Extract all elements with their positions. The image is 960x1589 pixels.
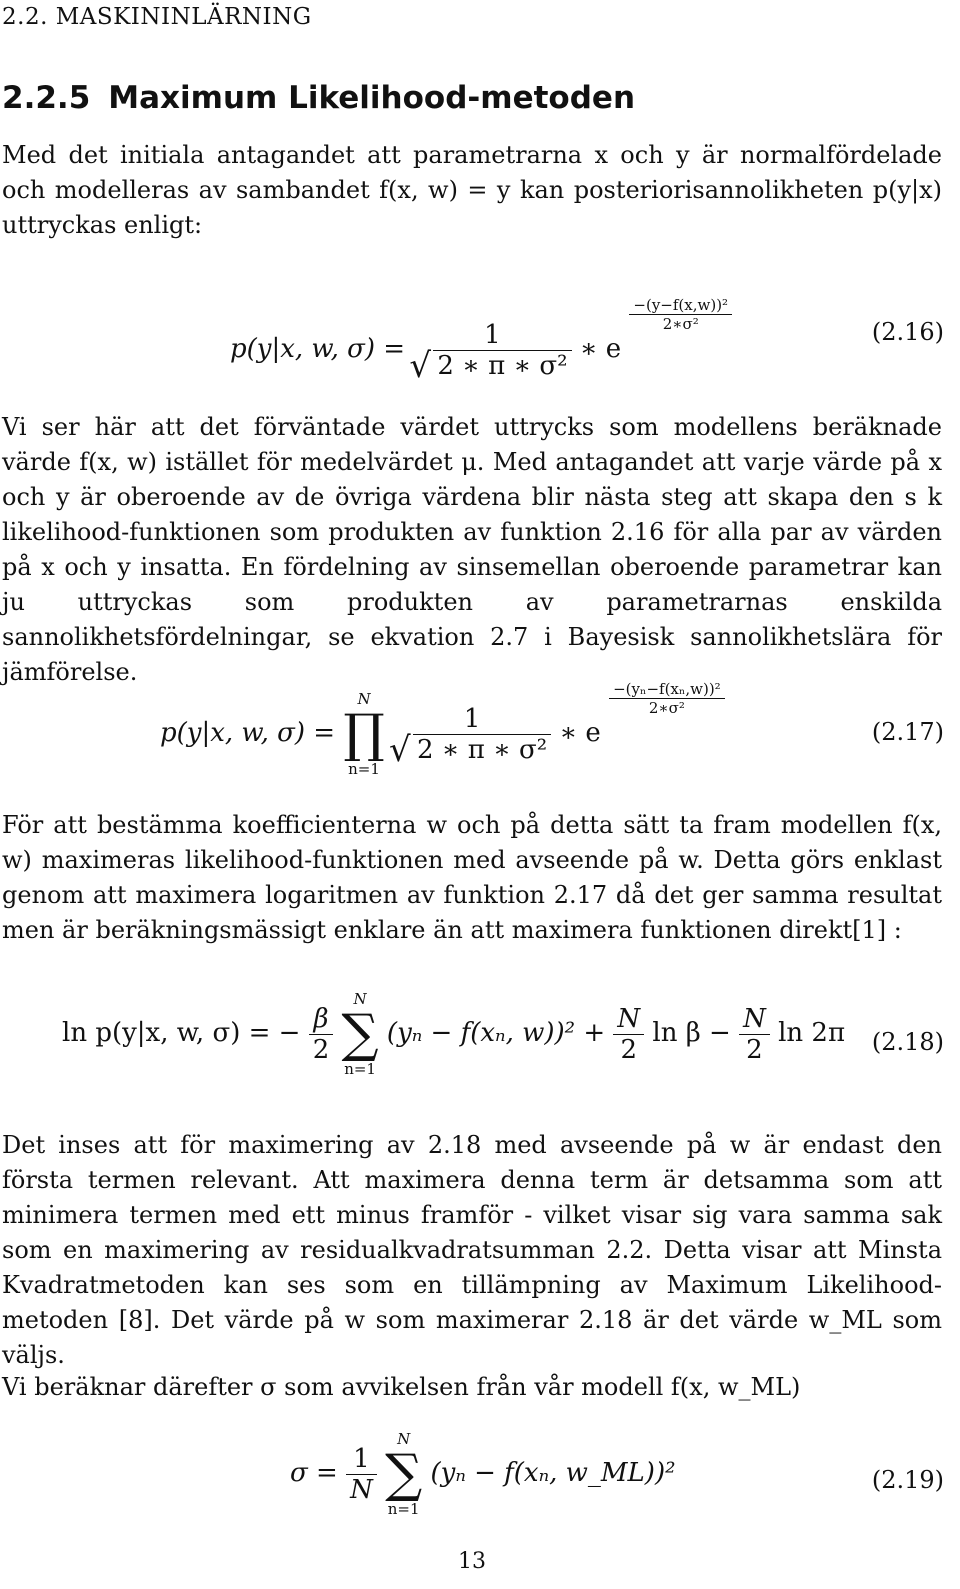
eq18-f1-num: β [313,1003,329,1034]
eq18-f3-num: N [743,1003,766,1034]
eq17-mult: ∗ e [559,718,601,748]
eq16-exp-num: −(y−f(x,w))² [633,296,729,314]
eq17-prod-symbol: ∏ [343,704,385,764]
eq17-fraction [393,704,551,765]
eq17-lhs: p(y|x, w, σ) = [160,718,336,748]
eq18-term: (yₙ − f(xₙ, w))² + [386,1018,606,1048]
paragraph-likelihood: Vi ser här att det förväntade värdet uttrycks som modellens beräknade värde f(x, w) istället för medelvärdet μ. Med antagandet att varje värde på x och y är oberoende av de övriga värdena blir nästa steg att skapa den s k likelihood-funktionen som produkten av funktion 2.16 för alla par av värden på x och y insatta. En fördelning av sinsemellan oberoende parametrar kan ju uttryckas som produkten av parametrarnas enskilda sannolikhetsfördelningar, se ekvation 2.7 i Bayesisk sannolikhetslära för jämförelse. [2,413,942,686]
eq16-fraction [413,320,571,381]
eq17-label: (2.17) [871,718,944,746]
equation-2-19 [0,1430,944,1530]
eq16-numerator: 1 [484,319,501,350]
eq19-lower: n=1 [387,1500,420,1518]
eq19-f-den: N [346,1474,377,1505]
eq18-mid: ln β − [652,1018,731,1048]
eq16-exponent [629,296,732,333]
eq17-radicand: 2 ∗ π ∗ σ² [413,734,551,765]
section-title: Maximum Likelihood-metoden [108,80,636,116]
eq18-sum [342,990,379,1078]
section-heading [2,80,635,116]
eq18-sum-symbol: ∑ [341,1004,379,1064]
eq16-radicand: 2 ∗ π ∗ σ² [433,350,571,381]
eq18-upper: N [353,990,367,1008]
eq19-term: (yₙ − f(xₙ, w_ML))² [430,1458,676,1488]
eq18-lower: n=1 [344,1060,376,1078]
eq19-fraction [346,1444,377,1505]
running-header: 2.2. MASKININLÄRNING [2,4,312,30]
eq19-lhs: σ = [290,1458,338,1488]
eq17-product [343,690,384,778]
paragraph-intro: Med det initiala antagandet att parametrarna x och y är normalfördelade och modelleras av sambandet f(x, w) = y kan posteriorisannolikheten p(y|x) uttryckas enligt: [2,141,942,239]
eq19-label: (2.19) [871,1466,944,1494]
eq19-f-num: 1 [353,1443,370,1474]
eq17-sqrt [393,734,551,765]
equation-2-16 [0,296,944,381]
eq17-upper: N [357,690,371,708]
eq16-exp-den: 2∗σ² [629,314,732,333]
eq18-lhs: ln p(y|x, w, σ) = − [62,1018,301,1048]
eq17-numerator: 1 [463,703,481,734]
eq19-sum [385,1430,422,1518]
eq18-f2-num: N [617,1003,641,1034]
eq18-label: (2.18) [871,1028,944,1056]
section-number: 2.2.5 [2,80,91,116]
equation-2-17 [0,680,944,780]
eq18-f1-den: 2 [309,1034,334,1065]
eq17-exp-den: 2∗σ² [609,698,725,717]
eq18-f2-den: 2 [613,1034,644,1065]
paragraph-maximize: För att bestämma koefficienterna w och på detta sätt ta fram modellen f(x, w) maximeras likelihood-funktionen med avseende på w. Detta görs enklast genom att maximera logaritmen av funktion 2.17 då det ger samma resultat men är beräkningsmässigt enklare än att maximera funktionen direkt[1] : [2,811,942,944]
eq18-tail: ln 2π [778,1018,846,1048]
eq16-mult: ∗ e [579,334,622,364]
page-number: 13 [458,1549,486,1574]
eq17-lower: n=1 [348,760,380,778]
eq19-upper: N [397,1430,411,1448]
eq18-frac-beta [309,1004,334,1065]
eq19-sum-symbol: ∑ [385,1444,423,1504]
eq18-frac-n2 [739,1004,770,1065]
eq17-exp-num: −(yₙ−f(xₙ,w))² [613,680,721,698]
paragraph-residual: Det inses att för maximering av 2.18 med avseende på w är endast den första termen relevant. Att maximera denna term är detsamma som att minimera termen med ett minus framför - vilket visar sig vara samma sak som en maximering av residualkvadratsumman 2.2. Detta visar att Minsta Kvadratmetoden kan ses som en tillämpning av Maximum Likelihood-metoden [8]. Det värde på w som maximerar 2.18 är det värde w_ML som väljs. [2,1131,942,1369]
eq18-f3-den: 2 [739,1034,770,1065]
eq17-exponent [609,680,725,717]
eq18-frac-n1 [613,1004,644,1065]
eq16-label: (2.16) [871,318,944,346]
eq16-lhs: p(y|x, w, σ) = [230,334,406,364]
paragraph-sigma: Vi beräknar därefter σ som avvikelsen från vår modell f(x, w_ML) [2,1373,801,1401]
equation-2-18 [0,990,944,1090]
eq16-sqrt [413,350,571,381]
